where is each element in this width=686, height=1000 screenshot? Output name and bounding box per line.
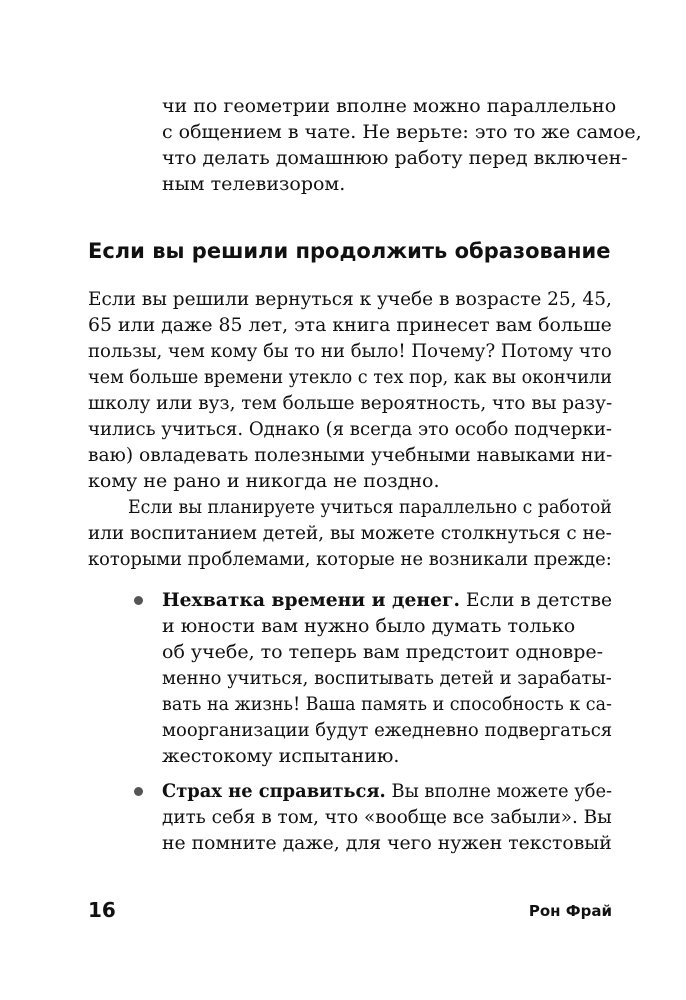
bullet-item-first-line — [162, 587, 612, 613]
paragraph-line-text: или воспитанием детей, вы можете столкнуться с не- — [88, 522, 612, 544]
intro-line — [162, 119, 642, 145]
paragraph-line — [88, 546, 612, 572]
paragraph-line-text: пользы, чем кому бы то ни было! Почему? Потому что — [88, 340, 612, 362]
bullet-line — [162, 717, 612, 743]
paragraph-line-text: которыми проблемами, которые не возникали прежде: — [88, 548, 612, 570]
paragraph-line-text: Если вы решили вернуться к учебе в возрасте 25, 45, — [88, 288, 612, 310]
bullet-title: Страх не справиться. — [162, 780, 386, 802]
bullet-line-text: дить себя в том, что «вообще все забыли». Вы — [162, 806, 612, 828]
paragraph-line — [88, 390, 612, 416]
paragraph-line — [128, 494, 612, 520]
section-heading: Если вы решили продолжить образование — [88, 239, 611, 263]
page-number: 16 — [88, 898, 116, 922]
bullet-line-text: моорганизации будут ежедневно подвергаться — [162, 719, 613, 741]
bullet-line — [162, 743, 399, 769]
paragraph-line — [88, 520, 612, 546]
intro-line — [162, 171, 345, 197]
bullet-title: Нехватка времени и денег. — [162, 589, 460, 611]
paragraph-line — [88, 338, 612, 364]
intro-line-text: с общением в чате. Не верьте: это то же самое, — [162, 121, 642, 143]
intro-line-text: ным телевизором. — [162, 173, 346, 195]
bullet-line-text: об учебе, то теперь вам предстоит одновре- — [162, 641, 604, 663]
bullet-line-text: не помните даже, для чего нужен текстовый — [162, 832, 612, 854]
paragraph-line — [88, 416, 612, 442]
paragraph-line-text: ваю) овладевать полезными учебными навыками ни- — [88, 444, 613, 466]
paragraph-line — [88, 468, 440, 494]
bullet-line — [162, 830, 612, 856]
bullet-text: Вы вполне можете убе- — [391, 780, 613, 802]
bullet-line — [162, 639, 603, 665]
paragraph-line-text: чились учиться. Однако (я всегда это особо подчерки- — [88, 418, 612, 440]
bullet-line — [162, 804, 612, 830]
bullet-icon — [134, 596, 143, 605]
author-name: Рон Фрай — [528, 902, 612, 920]
intro-line — [162, 93, 617, 119]
paragraph-line-text: 65 или даже 85 лет, эта книга принесет вам больше — [88, 314, 612, 336]
paragraph-line — [88, 442, 612, 468]
paragraph-line-text: Если вы планируете учиться параллельно с работой — [128, 496, 612, 518]
paragraph-line — [88, 312, 612, 338]
bullet-line-text: менно учиться, воспитывать детей и зарабаты- — [162, 667, 612, 689]
bullet-line — [162, 665, 612, 691]
intro-line-text: что делать домашнюю работу перед включен- — [162, 147, 628, 169]
paragraph-line-text: чем больше времени утекло с тех пор, как вы окончили — [88, 366, 612, 388]
paragraph-line — [88, 286, 612, 312]
bullet-line-text: вать на жизнь! Ваша память и способность к са- — [162, 693, 612, 715]
bullet-line-text: и юности вам нужно было думать только — [162, 615, 576, 637]
paragraph-line-text: школу или вуз, тем больше вероятность, что вы разу- — [88, 392, 613, 414]
bullet-icon — [134, 787, 143, 796]
paragraph-line — [88, 364, 612, 390]
intro-line-text: чи по геометрии вполне можно параллельно — [162, 95, 617, 117]
paragraph-line-text: кому не рано и никогда не поздно. — [88, 470, 440, 492]
bullet-text: Если в детстве — [465, 589, 613, 611]
bullet-item-first-line — [162, 778, 612, 804]
bullet-line — [162, 691, 612, 717]
intro-line — [162, 145, 628, 171]
bullet-line-text: жестокому испытанию. — [162, 745, 400, 767]
bullet-line — [162, 613, 575, 639]
